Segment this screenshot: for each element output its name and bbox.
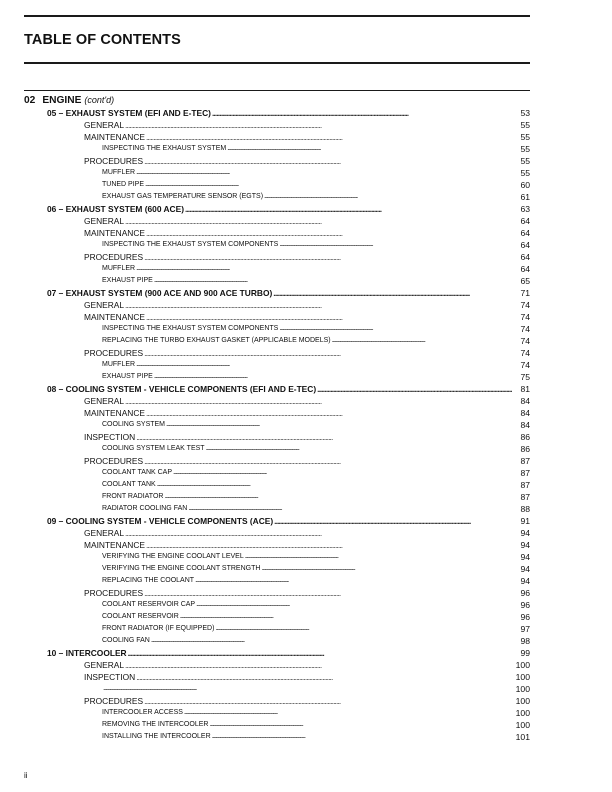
toc-entry-label: 05 – EXHAUST SYSTEM (EFI AND E-TEC): [47, 108, 211, 118]
dot-leader: [103, 683, 512, 695]
dot-leader: [125, 119, 512, 131]
toc-entry[interactable]: [0, 299, 612, 311]
toc-entry-label: GENERAL: [84, 660, 125, 670]
toc-entry[interactable]: [0, 311, 612, 323]
toc-entry-label: INTERCOOLER ACCESS: [102, 709, 183, 716]
toc-entry-page: 100: [515, 696, 530, 706]
toc-entry-text: [102, 335, 512, 347]
toc-entry[interactable]: [0, 491, 612, 503]
toc-entry-label: VERIFYING THE ENGINE COOLANT LEVEL: [102, 553, 244, 560]
toc-entry-label: PROCEDURES: [84, 156, 144, 166]
dot-leader: [125, 395, 512, 407]
dot-leader: [274, 515, 512, 527]
toc-entry[interactable]: [0, 275, 612, 287]
toc-entry[interactable]: [0, 215, 612, 227]
toc-entry-text: [102, 575, 512, 587]
toc-entry-text: [102, 551, 512, 563]
dot-leader: [146, 311, 512, 323]
toc-entry-text: [84, 407, 512, 419]
toc-entry-text: [102, 479, 512, 491]
toc-entry-label: INSPECTING THE EXHAUST SYSTEM: [102, 145, 227, 152]
dot-leader: [144, 251, 512, 263]
dot-leader: [146, 131, 512, 143]
toc-entry[interactable]: [0, 143, 612, 155]
toc-entry-label: INSPECTION: [84, 432, 136, 442]
toc-entry-text: [102, 599, 512, 611]
toc-entry[interactable]: [0, 671, 612, 683]
toc-entry-text: [84, 539, 512, 551]
toc-entry-text: [102, 263, 512, 275]
toc-entry-text: [102, 419, 512, 431]
toc-entry-text: [84, 455, 512, 467]
dot-leader: [154, 371, 512, 383]
toc-entry-page: 55: [520, 120, 530, 130]
toc-entry-page: 100: [515, 684, 530, 694]
dot-leader: [128, 647, 512, 659]
dot-leader: [273, 287, 512, 299]
toc-entry-page: 100: [515, 672, 530, 682]
toc-entry-page: 91: [520, 516, 530, 526]
toc-entry-page: 101: [515, 732, 530, 742]
toc-entry-page: 53: [520, 108, 530, 118]
dot-leader: [180, 611, 512, 623]
toc-entry[interactable]: [0, 407, 612, 419]
toc-entry-page: 64: [520, 228, 530, 238]
toc-entry-label: MAINTENANCE: [84, 312, 145, 322]
toc-entry-page: 74: [520, 312, 530, 322]
dot-leader: [154, 275, 512, 287]
toc-entry-text: [102, 359, 512, 371]
toc-entry-page: 55: [520, 156, 530, 166]
toc-entry[interactable]: [0, 251, 612, 263]
toc-entry-label: 07 – EXHAUST SYSTEM (900 ACE AND 900 ACE TURBO): [47, 288, 273, 298]
toc-entry[interactable]: [0, 611, 612, 623]
dot-leader: [146, 539, 512, 551]
toc-entry-page: 64: [520, 240, 530, 250]
toc-entry-page: 87: [520, 468, 530, 478]
toc-entry-label: REPLACING THE TURBO EXHAUST GASKET (APPLICABLE MODELS): [102, 337, 331, 344]
dot-leader: [215, 623, 512, 635]
toc-entry-page: 94: [520, 552, 530, 562]
dot-leader: [209, 719, 512, 731]
toc-entry-page: 97: [520, 624, 530, 634]
toc-entry-text: [84, 659, 512, 671]
chapter-rule: [24, 90, 530, 91]
toc-entry-page: 55: [520, 168, 530, 178]
toc-entry-label: GENERAL: [84, 120, 125, 130]
toc-entry[interactable]: [0, 191, 612, 203]
dot-leader: [125, 659, 512, 671]
toc-entry-page: 84: [520, 408, 530, 418]
toc-entry-label: EXHAUST GAS TEMPERATURE SENSOR (EGTS): [102, 193, 264, 200]
toc-entry-label: EXHAUST PIPE: [102, 277, 153, 284]
dot-leader: [145, 179, 512, 191]
dot-leader: [173, 467, 512, 479]
toc-entry-text: [102, 371, 512, 383]
toc-entry[interactable]: [0, 539, 612, 551]
toc-entry-label: REPLACING THE COOLANT: [102, 577, 195, 584]
dot-leader: [146, 407, 512, 419]
toc-entry-page: 88: [520, 504, 530, 514]
toc-entry-label: MUFFLER: [102, 265, 136, 272]
toc-entry-page: 96: [520, 588, 530, 598]
toc-entry[interactable]: [0, 731, 612, 743]
toc-entry-label: PROCEDURES: [84, 696, 144, 706]
toc-entry[interactable]: [0, 587, 612, 599]
toc-entry-text: [84, 155, 512, 167]
toc-entry[interactable]: [0, 239, 612, 251]
toc-entry-text: [102, 623, 512, 635]
page-title: TABLE OF CONTENTS: [24, 32, 181, 48]
dot-leader: [144, 155, 512, 167]
toc-entry-text: [102, 143, 512, 155]
toc-entry-page: 74: [520, 360, 530, 370]
chapter-heading: [24, 95, 114, 106]
toc-entry-text: [84, 347, 512, 359]
toc-entry-text: [102, 635, 512, 647]
toc-entry-label: MAINTENANCE: [84, 408, 145, 418]
dot-leader: [136, 671, 512, 683]
toc-entry-page: 65: [520, 276, 530, 286]
toc-entry[interactable]: [0, 107, 612, 119]
toc-entry-label: PROCEDURES: [84, 252, 144, 262]
toc-entry-page: 61: [520, 192, 530, 202]
toc-entry-page: 96: [520, 600, 530, 610]
toc-entry-label: EXHAUST PIPE: [102, 373, 153, 380]
toc-entry[interactable]: [0, 503, 612, 515]
dot-leader: [332, 335, 512, 347]
dot-leader: [125, 215, 512, 227]
toc-entry-text: [84, 227, 512, 239]
toc-entry[interactable]: [0, 179, 612, 191]
toc-entry-text: [84, 527, 512, 539]
toc-entry-label: MUFFLER: [102, 169, 136, 176]
toc-entry-page: 87: [520, 456, 530, 466]
dot-leader: [136, 167, 512, 179]
toc-entry-page: 98: [520, 636, 530, 646]
toc-entry[interactable]: [0, 455, 612, 467]
toc-entry-text: [102, 563, 512, 575]
toc-entry-page: 55: [520, 144, 530, 154]
toc-entry[interactable]: [0, 335, 612, 347]
dot-leader: [317, 383, 512, 395]
toc-entry-page: 94: [520, 540, 530, 550]
toc-entry-label: COOLING SYSTEM: [102, 421, 166, 428]
toc-entry-label: PROCEDURES: [84, 456, 144, 466]
toc-entry-page: 74: [520, 336, 530, 346]
toc-list: [0, 107, 612, 743]
toc-entry-label: COOLANT TANK CAP: [102, 469, 173, 476]
toc-entry[interactable]: [0, 527, 612, 539]
toc-entry[interactable]: [0, 359, 612, 371]
toc-entry-page: 71: [520, 288, 530, 298]
toc-entry[interactable]: [0, 227, 612, 239]
dot-leader: [125, 527, 512, 539]
toc-entry-text: [84, 431, 512, 443]
toc-entry-text: [84, 299, 512, 311]
dot-leader: [261, 563, 512, 575]
toc-entry[interactable]: [0, 383, 612, 395]
dot-leader: [245, 551, 512, 563]
toc-entry-text: [84, 671, 512, 683]
toc-entry-text: [47, 203, 512, 215]
toc-entry[interactable]: [0, 683, 612, 695]
toc-entry-text: [47, 287, 512, 299]
toc-entry-text: [47, 515, 512, 527]
toc-entry-page: 64: [520, 216, 530, 226]
chapter-title: ENGINE: [42, 95, 82, 106]
toc-entry[interactable]: [0, 443, 612, 455]
toc-entry-label: 10 – INTERCOOLER: [47, 648, 127, 658]
toc-entry-page: 74: [520, 348, 530, 358]
toc-entry-text: [84, 587, 512, 599]
toc-entry-text: [84, 119, 512, 131]
toc-entry-page: 94: [520, 564, 530, 574]
toc-entry-text: [102, 683, 512, 695]
dot-leader: [125, 299, 512, 311]
toc-entry-label: FRONT RADIATOR (IF EQUIPPED): [102, 625, 215, 632]
toc-entry-label: COOLANT RESERVOIR: [102, 613, 179, 620]
toc-entry[interactable]: [0, 371, 612, 383]
toc-entry[interactable]: [0, 203, 612, 215]
toc-entry-text: [102, 503, 512, 515]
dot-leader: [151, 635, 512, 647]
toc-entry[interactable]: [0, 431, 612, 443]
dot-leader: [184, 707, 512, 719]
dot-leader: [146, 227, 512, 239]
toc-entry-text: [102, 467, 512, 479]
toc-entry-label: INSPECTION: [84, 672, 136, 682]
toc-entry-page: 74: [520, 300, 530, 310]
toc-entry-page: 63: [520, 204, 530, 214]
toc-entry-text: [102, 707, 512, 719]
dot-leader: [195, 575, 512, 587]
toc-entry-text: [102, 323, 512, 335]
toc-entry[interactable]: [0, 515, 612, 527]
dot-leader: [144, 695, 512, 707]
title-rule: [24, 62, 530, 64]
toc-entry-label: PROCEDURES: [84, 348, 144, 358]
toc-entry[interactable]: [0, 635, 612, 647]
toc-entry-text: [84, 215, 512, 227]
toc-entry[interactable]: [0, 323, 612, 335]
toc-entry-page: 75: [520, 372, 530, 382]
toc-entry-text: [84, 311, 512, 323]
toc-entry[interactable]: [0, 719, 612, 731]
toc-entry[interactable]: [0, 575, 612, 587]
toc-entry-label: REMOVING THE INTERCOOLER: [102, 721, 209, 728]
toc-entry-page: 87: [520, 492, 530, 502]
toc-entry[interactable]: [0, 707, 612, 719]
toc-entry-label: COOLING SYSTEM LEAK TEST: [102, 445, 205, 452]
toc-entry-page: 55: [520, 132, 530, 142]
toc-entry-text: [84, 395, 512, 407]
toc-entry-text: [84, 131, 512, 143]
toc-entry[interactable]: [0, 155, 612, 167]
toc-entry[interactable]: [0, 467, 612, 479]
toc-entry-label: 09 – COOLING SYSTEM - VEHICLE COMPONENTS (ACE): [47, 516, 274, 526]
toc-entry[interactable]: [0, 479, 612, 491]
toc-entry-text: [84, 251, 512, 263]
toc-entry-page: 84: [520, 396, 530, 406]
toc-entry-label: COOLANT RESERVOIR CAP: [102, 601, 196, 608]
dot-leader: [144, 347, 512, 359]
toc-entry-text: [102, 167, 512, 179]
page-number: ii: [24, 771, 28, 780]
toc-entry-text: [102, 275, 512, 287]
dot-leader: [196, 599, 512, 611]
toc-entry-page: 87: [520, 480, 530, 490]
dot-leader: [157, 479, 512, 491]
toc-entry-text: [102, 443, 512, 455]
toc-entry-page: 60: [520, 180, 530, 190]
toc-entry-page: 94: [520, 576, 530, 586]
toc-entry-page: 100: [515, 720, 530, 730]
toc-entry-label: INSPECTING THE EXHAUST SYSTEM COMPONENTS: [102, 241, 279, 248]
dot-leader: [166, 419, 512, 431]
toc-entry[interactable]: [0, 131, 612, 143]
toc-entry-label: 06 – EXHAUST SYSTEM (600 ACE): [47, 204, 184, 214]
toc-entry[interactable]: [0, 551, 612, 563]
toc-entry-page: 94: [520, 528, 530, 538]
chapter-number: 02: [24, 95, 36, 106]
toc-entry[interactable]: [0, 347, 612, 359]
toc-entry-label: VERIFYING THE ENGINE COOLANT STRENGTH: [102, 565, 261, 572]
toc-entry-page: 99: [520, 648, 530, 658]
toc-entry-page: 86: [520, 432, 530, 442]
dot-leader: [144, 587, 512, 599]
toc-entry-page: 100: [515, 708, 530, 718]
toc-entry-label: GENERAL: [84, 300, 125, 310]
dot-leader: [227, 143, 512, 155]
dot-leader: [136, 263, 512, 275]
toc-entry-label: TUNED PIPE: [102, 181, 145, 188]
toc-entry-label: PROCEDURES: [84, 588, 144, 598]
dot-leader: [264, 191, 512, 203]
toc-entry-text: [47, 383, 512, 395]
toc-entry-page: 96: [520, 612, 530, 622]
toc-entry-label: MUFFLER: [102, 361, 136, 368]
toc-entry-text: [47, 107, 512, 119]
dot-leader: [206, 443, 512, 455]
toc-entry[interactable]: [0, 263, 612, 275]
toc-entry-label: INSPECTING THE EXHAUST SYSTEM COMPONENTS: [102, 325, 279, 332]
toc-entry[interactable]: [0, 395, 612, 407]
toc-entry-text: [84, 695, 512, 707]
toc-entry-page: 64: [520, 252, 530, 262]
dot-leader: [185, 203, 512, 215]
toc-entry-text: [102, 239, 512, 251]
dot-leader: [212, 107, 512, 119]
toc-entry[interactable]: [0, 647, 612, 659]
toc-entry-page: 74: [520, 324, 530, 334]
dot-leader: [279, 239, 512, 251]
toc-entry-label: GENERAL: [84, 528, 125, 538]
toc-entry-label: INSTALLING THE INTERCOOLER: [102, 733, 211, 740]
toc-entry-label: MAINTENANCE: [84, 228, 145, 238]
toc-entry-label: GENERAL: [84, 396, 125, 406]
toc-entry-label: RADIATOR COOLING FAN: [102, 505, 188, 512]
toc-entry-label: MAINTENANCE: [84, 132, 145, 142]
toc-entry-label: COOLANT TANK: [102, 481, 156, 488]
toc-entry[interactable]: [0, 563, 612, 575]
toc-entry-text: [102, 491, 512, 503]
toc-entry[interactable]: [0, 623, 612, 635]
toc-entry-page: 100: [515, 660, 530, 670]
toc-entry-page: 84: [520, 420, 530, 430]
toc-entry-page: 86: [520, 444, 530, 454]
toc-entry[interactable]: [0, 659, 612, 671]
dot-leader: [212, 731, 512, 743]
dot-leader: [144, 455, 512, 467]
toc-entry-text: [102, 179, 512, 191]
dot-leader: [164, 491, 512, 503]
toc-entry[interactable]: [0, 119, 612, 131]
toc-entry-text: [47, 647, 512, 659]
toc-entry-label: GENERAL: [84, 216, 125, 226]
dot-leader: [136, 431, 512, 443]
toc-entry-text: [102, 611, 512, 623]
toc-entry-text: [102, 731, 512, 743]
toc-entry-label: MAINTENANCE: [84, 540, 145, 550]
toc-entry[interactable]: [0, 287, 612, 299]
toc-entry-text: [102, 191, 512, 203]
toc-entry-text: [102, 719, 512, 731]
toc-entry-label: COOLING FAN: [102, 637, 150, 644]
toc-entry[interactable]: [0, 419, 612, 431]
toc-entry-label: FRONT RADIATOR: [102, 493, 164, 500]
toc-entry[interactable]: [0, 695, 612, 707]
toc-entry-page: 81: [520, 384, 530, 394]
top-rule: [24, 15, 530, 17]
toc-entry[interactable]: [0, 599, 612, 611]
toc-entry-label: 08 – COOLING SYSTEM - VEHICLE COMPONENTS (EFI AND E-TEC): [47, 384, 317, 394]
toc-entry[interactable]: [0, 167, 612, 179]
toc-entry-page: 64: [520, 264, 530, 274]
chapter-continued: (cont'd): [84, 95, 115, 105]
dot-leader: [136, 359, 512, 371]
dot-leader: [279, 323, 512, 335]
dot-leader: [188, 503, 512, 515]
